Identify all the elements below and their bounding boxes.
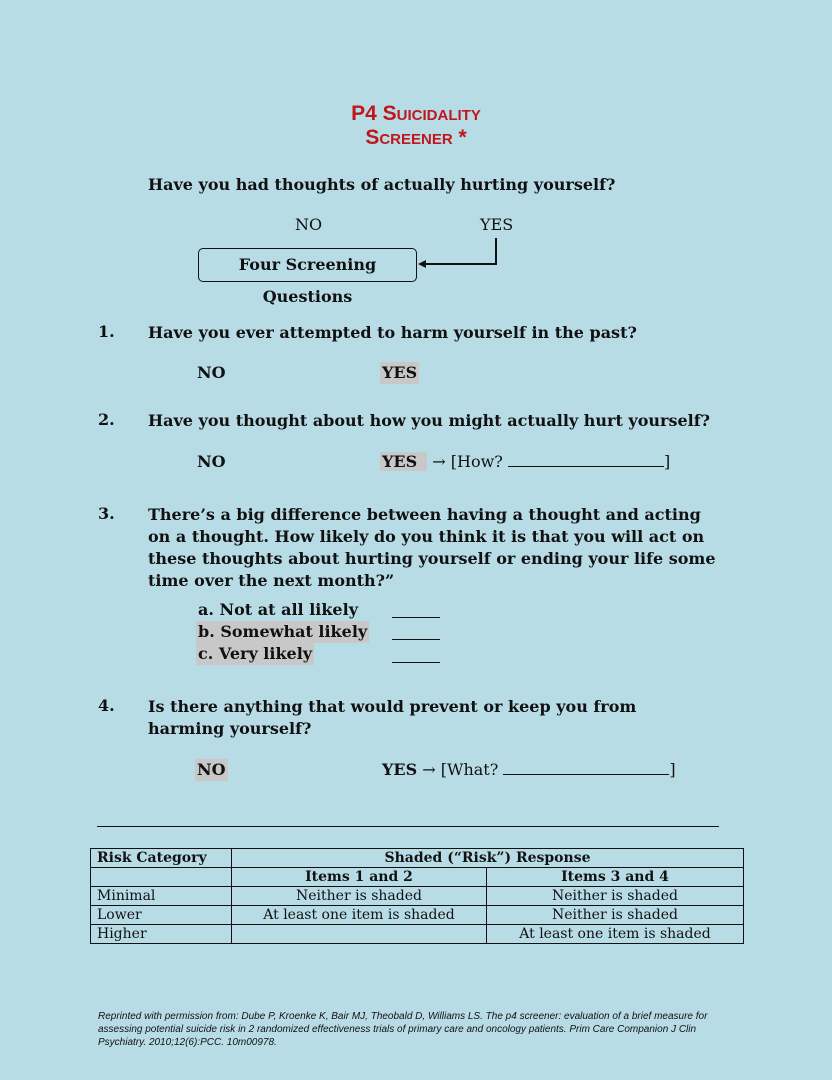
- option-c-blank[interactable]: [392, 662, 440, 663]
- header-shaded-response: Shaded (“Risk”) Response: [232, 849, 744, 868]
- question-4-text: Is there anything that would prevent or keep you from harming yourself?: [148, 697, 637, 738]
- question-4-no: NO: [197, 760, 226, 779]
- question-3-option-a: a. Not at all likely: [198, 600, 358, 619]
- table-cell: Higher: [91, 925, 232, 944]
- question-4-close: ]: [669, 760, 676, 779]
- arrow-right-icon: →: [432, 452, 451, 471]
- table-row: [91, 887, 744, 906]
- question-3-number: 3.: [98, 504, 115, 523]
- table-cell: Lower: [91, 906, 232, 925]
- question-3-text: There’s a big difference between having a thought and acting on a thought. How likely do you think it is that you will act on these thoughts about hurting yourself or ending your life some time over the next month?”: [148, 505, 716, 590]
- table-row: [91, 906, 744, 925]
- question-3-option-b: b. Somewhat likely: [198, 622, 368, 641]
- table-cell: At least one item is shaded: [232, 906, 487, 925]
- table-row: [91, 868, 744, 887]
- table-row: [91, 925, 744, 944]
- question-1-no: NO: [197, 363, 226, 382]
- question-4-blank[interactable]: [503, 760, 669, 775]
- screening-questions-box: Four Screening Questions: [198, 248, 417, 282]
- intro-yes: YES: [480, 215, 514, 234]
- question-2-answer-row: [380, 451, 670, 473]
- table-row: [91, 849, 744, 868]
- question-4-yes: YES: [382, 760, 418, 779]
- question-4-followup: [What?: [440, 760, 504, 779]
- intro-no: NO: [295, 215, 323, 234]
- question-1-text: Have you ever attempted to harm yourself in the past?: [148, 323, 637, 342]
- reference-citation: Reprinted with permission from: Dube P, Kroenke K, Bair MJ, Theobald D, Williams LS. The p4 screener: evaluation of a brief measure for assessing potential suicide risk in 2 randomized effectiveness trials of primary care and oncology patients. Prim Care Companion J Clin Psychiatry. 2010;12(6):PCC. 10m00978.: [98, 1011, 708, 1048]
- title-line-1: P4 Suicidality: [351, 102, 481, 125]
- question-2-close: ]: [663, 452, 671, 471]
- question-2-number: 2.: [98, 410, 115, 429]
- arrow-right-icon: →: [422, 760, 441, 779]
- title-line-2: Screener *: [365, 126, 467, 149]
- option-a-blank[interactable]: [392, 617, 440, 618]
- question-2-text: Have you thought about how you might actually hurt yourself?: [148, 411, 710, 430]
- option-b-blank[interactable]: [392, 639, 440, 640]
- question-4-number: 4.: [98, 696, 115, 715]
- header-items-3-4: Items 3 and 4: [487, 868, 744, 887]
- question-2-followup: [How?: [450, 452, 508, 471]
- question-4-answer-row: [382, 759, 676, 781]
- intro-question: Have you had thoughts of actually hurting yourself?: [148, 175, 616, 194]
- risk-table: [90, 848, 744, 944]
- yes-arrow-icon: [410, 236, 510, 276]
- header-items-1-2: Items 1 and 2: [232, 868, 487, 887]
- table-cell: At least one item is shaded: [487, 925, 744, 944]
- divider: [97, 826, 719, 827]
- question-1-yes: YES: [382, 363, 418, 382]
- question-1-number: 1.: [98, 322, 115, 341]
- table-cell: Neither is shaded: [487, 906, 744, 925]
- table-cell: [91, 868, 232, 887]
- page-title: [0, 102, 832, 150]
- table-cell: Neither is shaded: [487, 887, 744, 906]
- table-cell: [232, 925, 487, 944]
- table-cell: Minimal: [91, 887, 232, 906]
- question-3-option-c: c. Very likely: [198, 644, 313, 663]
- question-2-blank[interactable]: [508, 452, 664, 467]
- question-2-no: NO: [197, 452, 226, 471]
- question-2-yes: YES: [380, 452, 427, 471]
- header-risk-category: Risk Category: [91, 849, 232, 868]
- table-cell: Neither is shaded: [232, 887, 487, 906]
